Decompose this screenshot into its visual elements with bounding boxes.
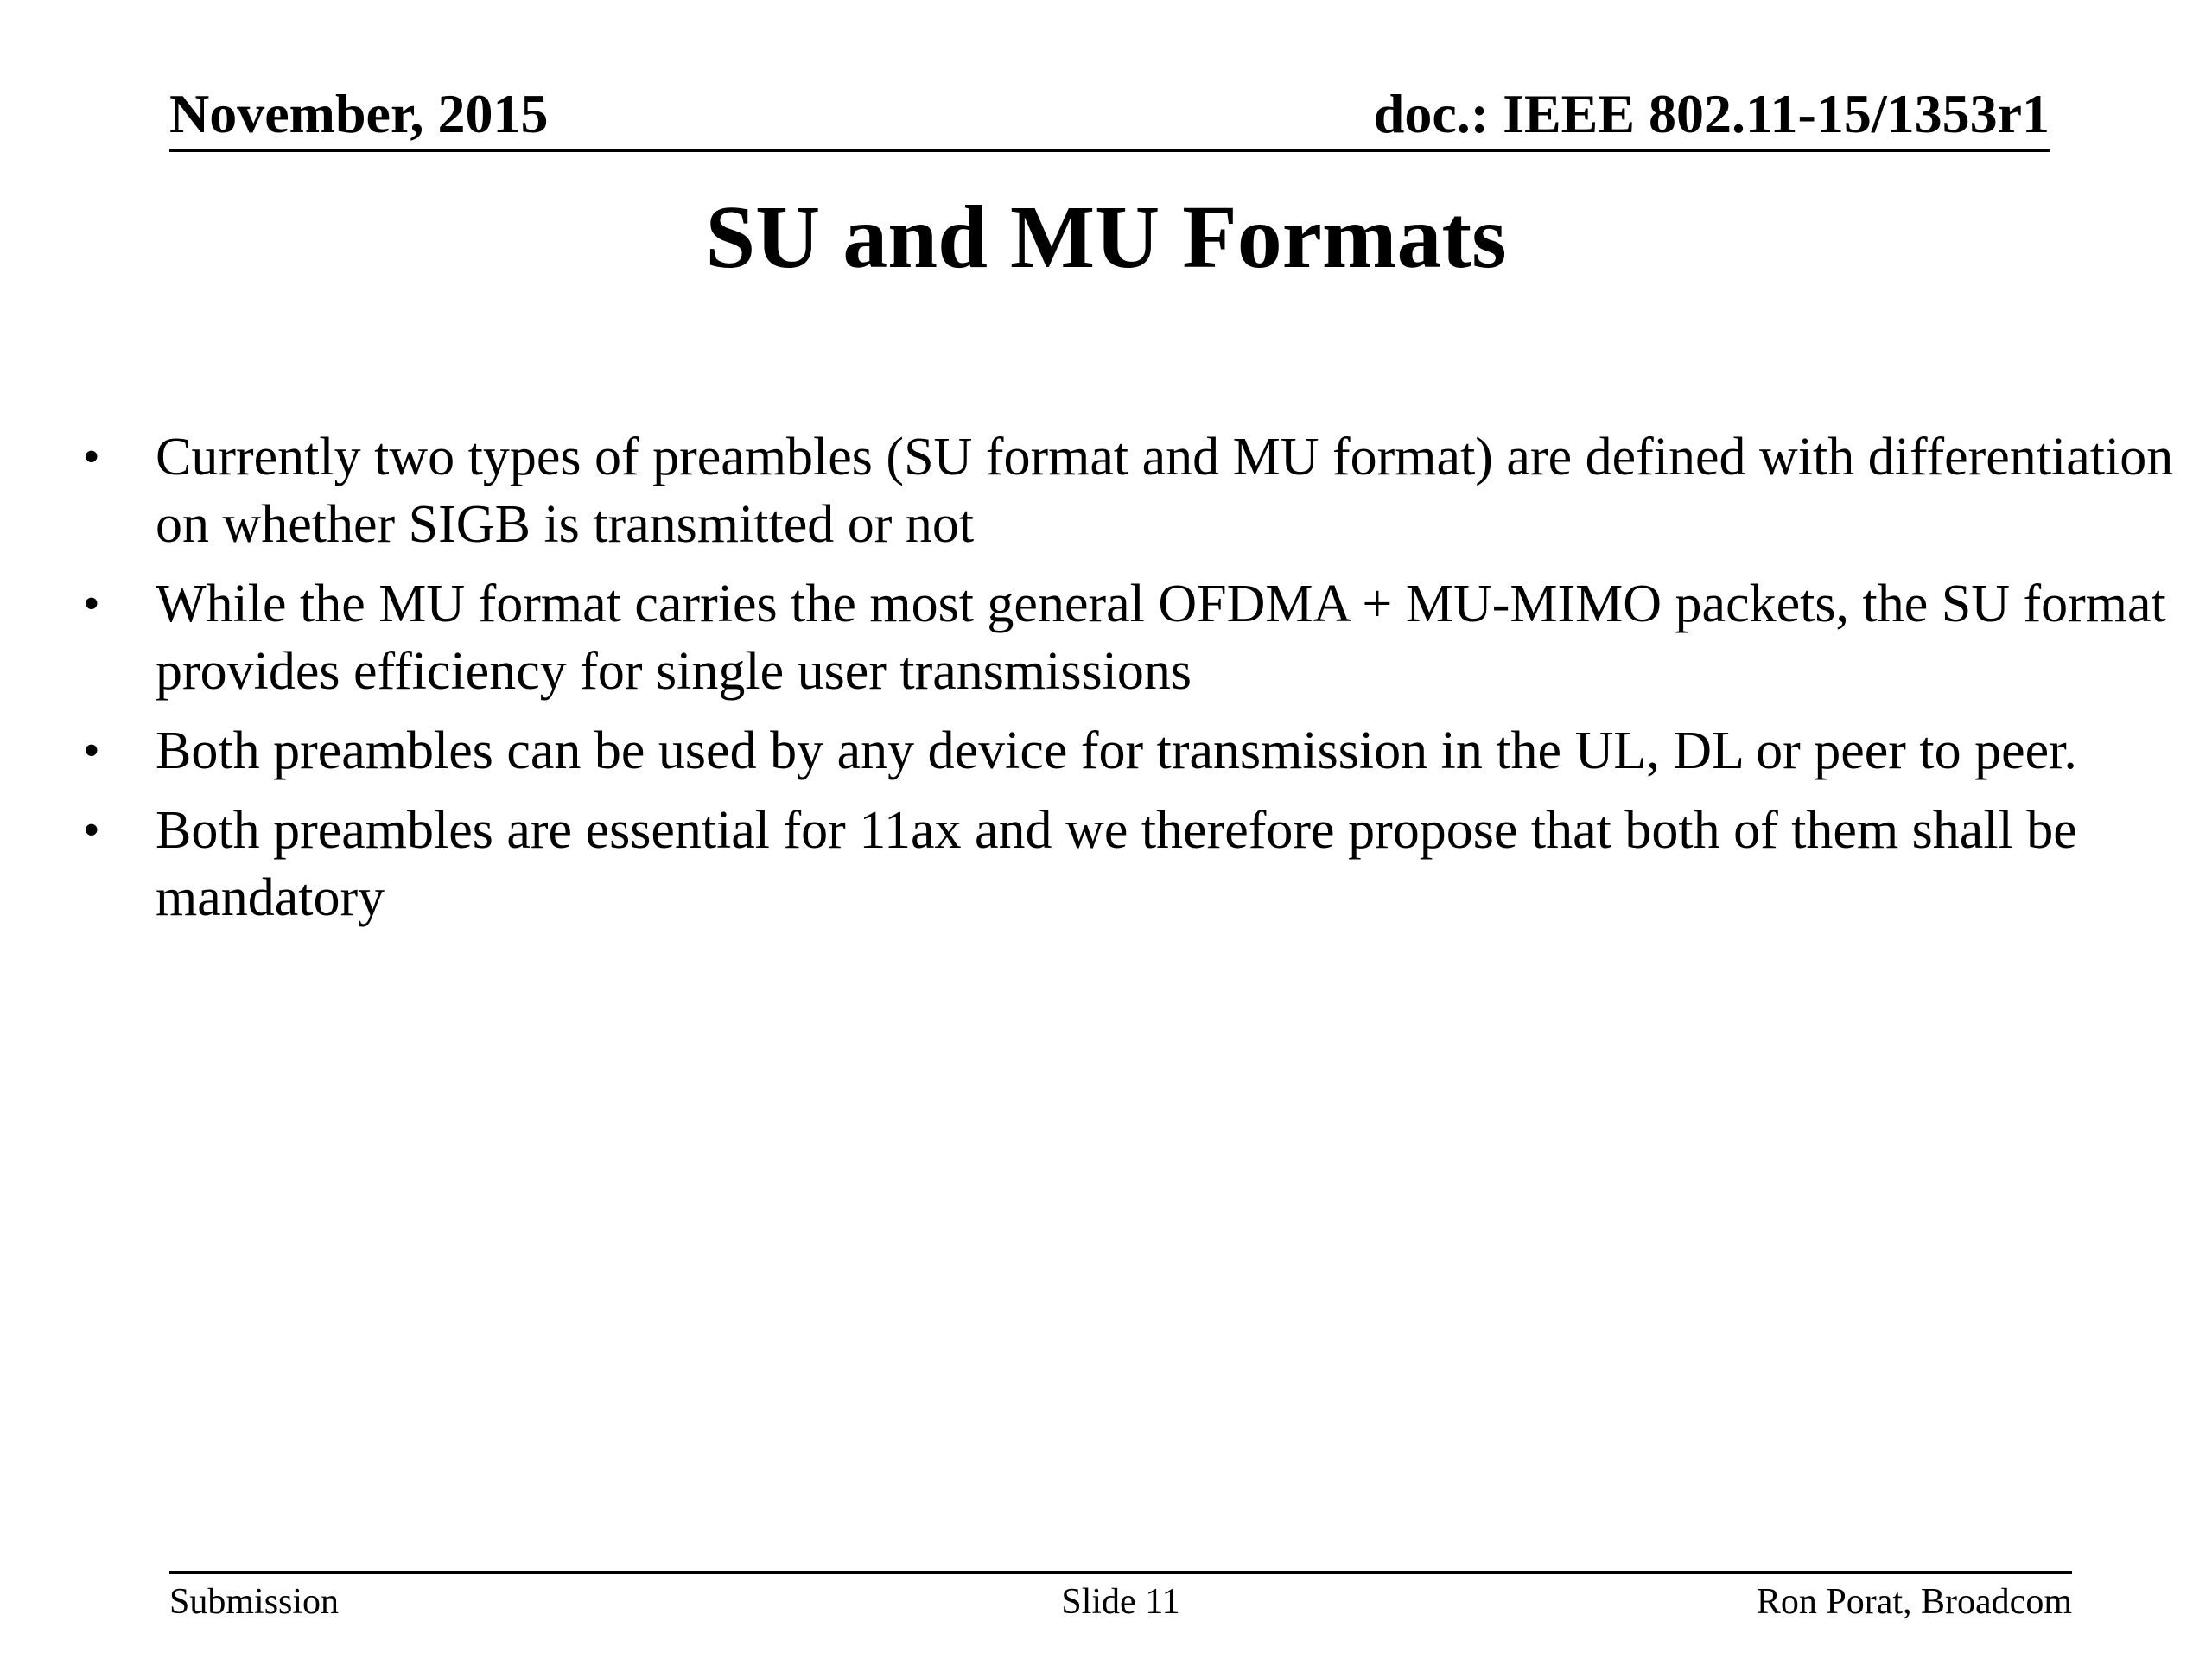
bullet-list — [78, 423, 2186, 944]
slide-title: SU and MU Formats — [705, 188, 1507, 287]
bullet-dot-icon: • — [83, 430, 100, 484]
header-date: November, 2015 — [169, 83, 549, 144]
bullet-text: Currently two types of preambles (SU format and MU format) are defined with differentiation on whether SIGB is transmitted or not — [156, 428, 2174, 554]
bullet-item — [78, 570, 2186, 705]
bullet-item — [78, 717, 2186, 785]
bullet-text: Both preambles can be used by any device for transmission in the UL, DL or peer to peer. — [156, 721, 2077, 780]
bullet-dot-icon: • — [83, 577, 100, 631]
bullet-item — [78, 797, 2186, 931]
footer-slide-number: Slide 11 — [1061, 1582, 1180, 1622]
bullet-item — [78, 423, 2186, 558]
bullet-dot-icon: • — [83, 804, 100, 857]
bullet-text: Both preambles are essential for 11ax and we therefore propose that both of them shall be mandatory — [156, 801, 2077, 927]
header-doc-id: doc.: IEEE 802.11-15/1353r1 — [1373, 83, 2050, 144]
footer-divider — [169, 1571, 2072, 1574]
slide-header — [169, 79, 2050, 152]
bullet-dot-icon: • — [83, 724, 100, 778]
slide-footer — [169, 1578, 2072, 1626]
footer-author: Ron Porat, Broadcom — [1756, 1582, 2072, 1622]
bullet-text: While the MU format carries the most general OFDMA + MU-MIMO packets, the SU format provides efficiency for single user transmissions — [156, 575, 2166, 701]
footer-submission: Submission — [169, 1582, 340, 1622]
